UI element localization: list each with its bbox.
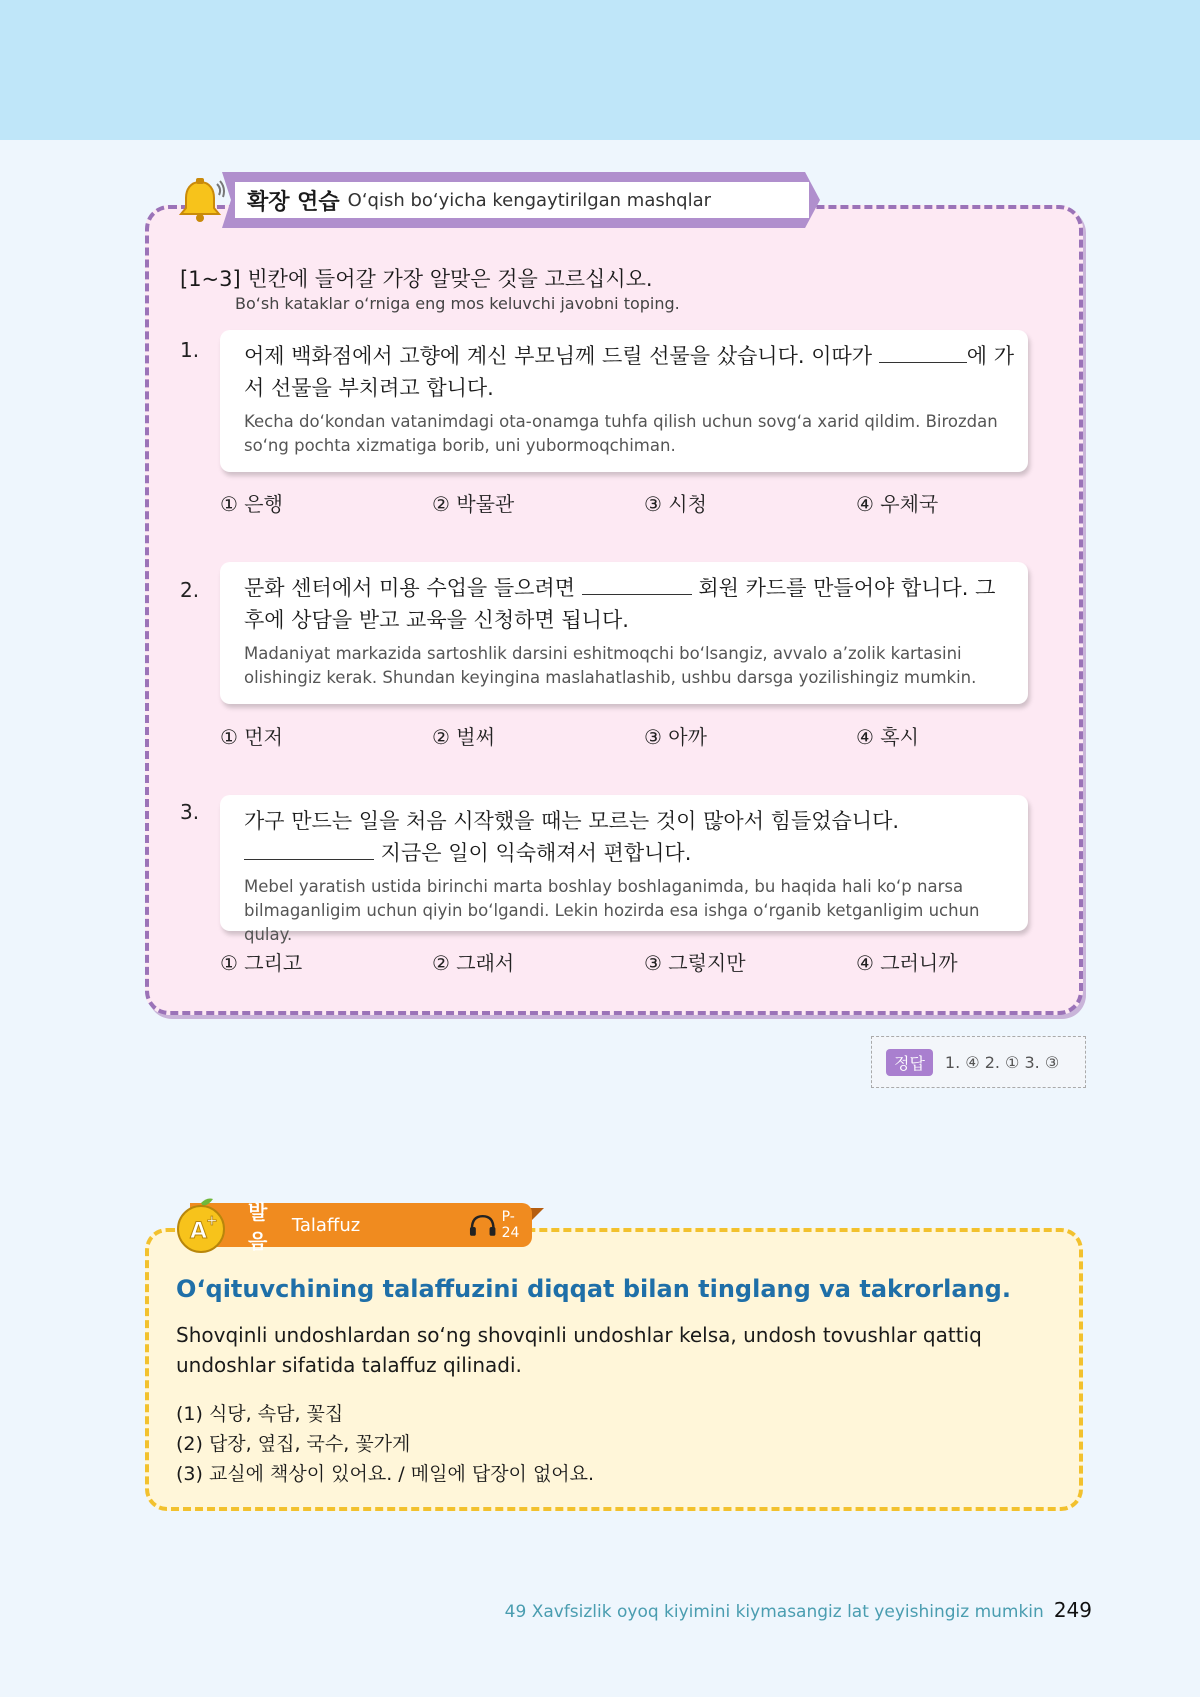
- pronunciation-description: Shovqinli undoshlardan so‘ng shovqinli undoshlar kelsa, undosh tovushlar qattiq undoshlar sifatida talaffuz qilinadi.: [176, 1323, 982, 1377]
- pronunciation-item: (3) 교실에 책상이 있어요. / 메일에 답장이 없어요.: [176, 1463, 595, 1485]
- option[interactable]: ③ 그렇지만: [644, 951, 746, 975]
- options-row: [220, 721, 1080, 750]
- question-text-ko: 어제 백화점에서 고향에 계신 부모님께 드릴 선물을 샀습니다. 이따가 에 가서 선물을 부치려고 합니다.: [244, 344, 1015, 400]
- extension-title-uz: O‘qish bo‘yicha kengaytirilgan mashqlar: [347, 189, 711, 211]
- pronunciation-title: O‘qituvchining talaffuzini diqqat bilan tinglang va takrorlang.: [176, 1275, 1011, 1303]
- question-number: 3.: [180, 800, 200, 824]
- page-number: 249: [1053, 1598, 1092, 1622]
- option[interactable]: ② 그래서: [432, 951, 515, 975]
- svg-text:+: +: [206, 1213, 218, 1229]
- option[interactable]: ③ 아까: [644, 725, 707, 749]
- page-footer: [505, 1598, 1092, 1622]
- pronunciation-label-ko: 발음: [248, 1200, 268, 1253]
- option[interactable]: ③ 시청: [644, 492, 707, 516]
- headphones-icon[interactable]: [468, 1213, 497, 1237]
- option[interactable]: ① 먼저: [220, 725, 283, 749]
- question-card: [220, 562, 1028, 704]
- question-text-uz: Madaniyat markazida sartoshlik darsini eshitmoqchi bo‘lsangiz, avvalo a’zolik kartasini olishingiz kerak. Shundan keyingina maslahatlashib, ushbu darsga yozilishingiz mumkin.: [244, 644, 977, 687]
- option[interactable]: ② 벌써: [432, 725, 495, 749]
- option[interactable]: ④ 혹시: [856, 725, 919, 749]
- question-text-uz: Mebel yaratish ustida birinchi marta boshlay boshlaganimda, bu haqida hali ko‘p narsa bilmaganligim uchun qiyin bo‘lgandi. Lekin hozirda esa ishga o‘rganib ketganligim uchun qulay.: [244, 877, 980, 944]
- answer-value: 1. ④ 2. ① 3. ③: [944, 1052, 1060, 1072]
- instruction-ko: [1~3] 빈칸에 들어갈 가장 알맞은 것을 고르십시오.: [180, 267, 653, 291]
- answer-key-box: [871, 1036, 1086, 1088]
- bell-icon: [175, 176, 225, 226]
- question-text-ko: 문화 센터에서 미용 수업을 들으려면 회원 카드를 만들어야 합니다. 그 후에 상담을 받고 교육을 신청하면 됩니다.: [244, 576, 996, 632]
- options-row: [220, 488, 1080, 517]
- option[interactable]: ④ 그러니까: [856, 951, 958, 975]
- instruction-uz: Bo‘sh kataklar o‘rniga eng mos keluvchi javobni toping.: [235, 294, 680, 313]
- chapter-title: 49 Xavfsizlik oyoq kiyimini kiymasangiz lat yeyishingiz mumkin: [504, 1602, 1044, 1622]
- option[interactable]: ④ 우체국: [856, 492, 939, 516]
- answer-blank: [582, 574, 692, 595]
- option[interactable]: ① 은행: [220, 492, 283, 516]
- pronunciation-banner: [190, 1200, 532, 1253]
- options-row: [220, 947, 1080, 976]
- extension-banner-label: [235, 182, 809, 218]
- question-text-ko: 가구 만드는 일을 처음 시작했을 때는 모르는 것이 많아서 힘들었습니다. 지금은 일이 익숙해져서 편합니다.: [244, 809, 900, 865]
- extension-title-ko: 확장 연습: [247, 189, 340, 215]
- pronunciation-label-uz: Talaffuz: [291, 1214, 361, 1236]
- apple-a-plus-icon: [173, 1195, 229, 1255]
- header-band: [0, 0, 1200, 140]
- pronunciation-item: (2) 답장, 옆집, 국수, 꽃가게: [176, 1433, 411, 1455]
- option[interactable]: ② 박물관: [432, 492, 515, 516]
- answer-label: 정답: [886, 1049, 933, 1076]
- option[interactable]: ① 그리고: [220, 951, 303, 975]
- question-card: [220, 330, 1028, 472]
- banner-fold: [530, 1208, 544, 1222]
- answer-blank: [879, 342, 967, 363]
- audio-page-ref: P-24: [501, 1209, 520, 1241]
- answer-blank: [244, 839, 374, 860]
- svg-text:A: A: [190, 1219, 208, 1244]
- question-number: 2.: [180, 578, 200, 602]
- question-text-uz: Kecha do‘kondan vatanimdagi ota-onamga tuhfa qilish uchun sovg‘a xarid qildim. Birozdan so‘ng pochta xizmatiga borib, uni yubormoqchiman.: [244, 412, 998, 455]
- question-number: 1.: [180, 338, 200, 362]
- pronunciation-item: (1) 식당, 속담, 꽃집: [176, 1403, 344, 1425]
- question-card: [220, 795, 1028, 944]
